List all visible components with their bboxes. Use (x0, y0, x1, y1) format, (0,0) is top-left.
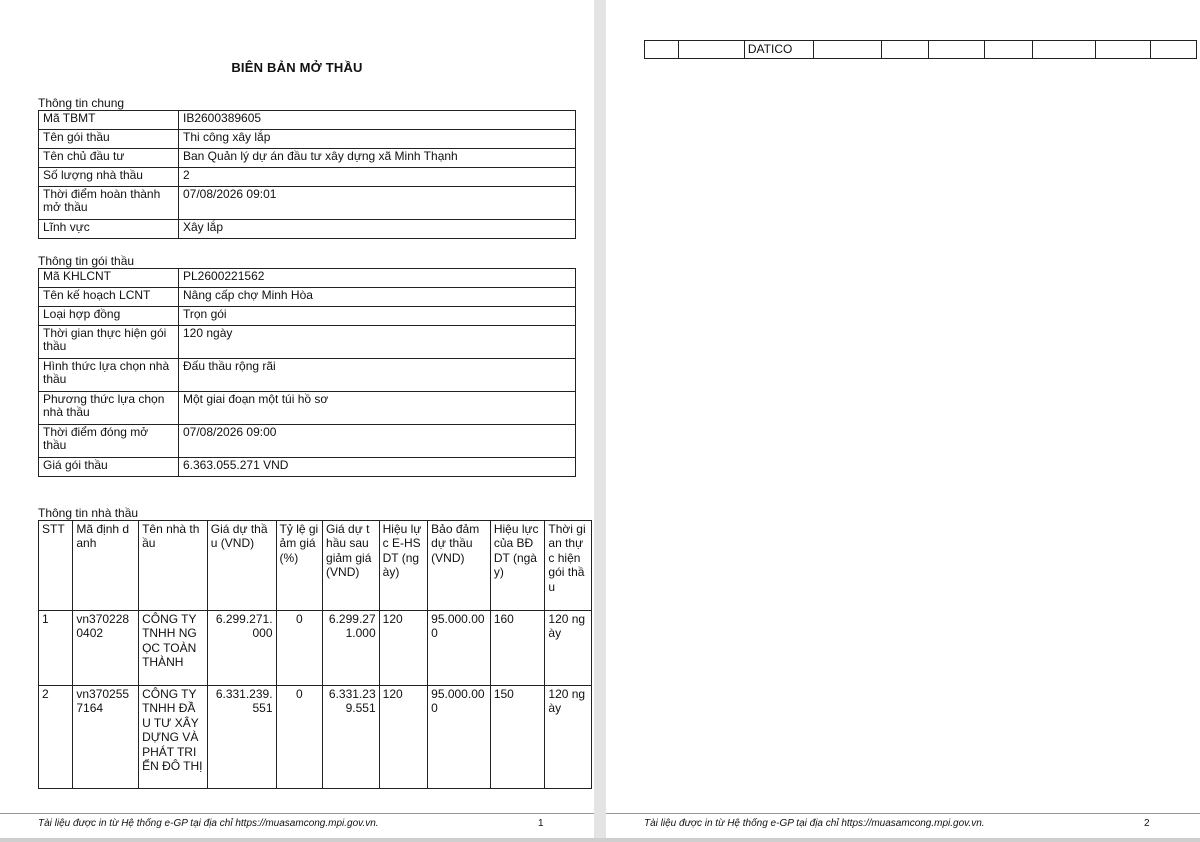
cell-id: vn3702280402 (73, 611, 139, 686)
cell-name: CÔNG TY TNHH NGỌC TOÀN THÀNH (139, 611, 208, 686)
label-cell: Giá gói thầu (39, 458, 179, 477)
table-row (39, 288, 576, 307)
label-cell: Tên kế hoạch LCNT (39, 288, 179, 307)
header-price-after-discount: Giá dự thầu sau giảm giá (VND) (323, 521, 380, 611)
table-row (39, 130, 576, 149)
label-cell: Mã TBMT (39, 111, 179, 130)
cell-stt: 2 (39, 686, 73, 789)
label-cell: Hình thức lựa chọn nhà thầu (39, 359, 179, 392)
cell-id: vn3702557164 (73, 686, 139, 789)
document-title: BIÊN BẢN MỞ THẦU (231, 60, 363, 75)
table-row (39, 111, 576, 130)
label-cell: Phương thức lựa chọn nhà thầu (39, 392, 179, 425)
label-cell: Lĩnh vực (39, 220, 179, 239)
bidders-info-title: Thông tin nhà thầu (38, 506, 139, 520)
footer-text: Tài liệu được in từ Hệ thống e-GP tại địa chỉ https://muasamcong.mpi.gov.vn. (644, 818, 985, 829)
cell-bid-price (813, 41, 882, 59)
page-footer (0, 813, 594, 834)
bidders-table (38, 520, 592, 789)
table-row (39, 458, 576, 477)
cell-validity: 120 (379, 611, 428, 686)
header-guarantee-validity: Hiệu lực của BĐ DT (ngày) (490, 521, 545, 611)
header-discount: Tỷ lệ giảm giá (%) (276, 521, 323, 611)
table-row (39, 187, 576, 220)
header-bid-price: Giá dự thầu (VND) (207, 521, 276, 611)
cell-validity (985, 41, 1033, 59)
table-row (39, 168, 576, 187)
value-cell: Xây lắp (179, 220, 576, 239)
label-cell: Thời điểm hoàn thành mở thầu (39, 187, 179, 220)
table-row (645, 41, 1197, 59)
cell-discount: 0 (276, 686, 323, 789)
table-row (39, 220, 576, 239)
value-cell: 07/08/2026 09:00 (179, 425, 576, 458)
general-info-table (38, 110, 576, 239)
cell-guarantee: 95.000.000 (428, 611, 491, 686)
cell-bid-price: 6.299.271.000 (207, 611, 276, 686)
footer-text: Tài liệu được in từ Hệ thống e-GP tại địa chỉ https://muasamcong.mpi.gov.vn. (38, 818, 379, 829)
label-cell: Mã KHLCNT (39, 269, 179, 288)
cell-discount (882, 41, 928, 59)
header-duration: Thời gian thực hiện gói thầu (545, 521, 592, 611)
page-2 (606, 0, 1200, 842)
table-row (39, 425, 576, 458)
cell-price-after-discount: 6.331.239.551 (323, 686, 380, 789)
label-cell: Số lượng nhà thầu (39, 168, 179, 187)
table-row (39, 269, 576, 288)
page-footer (606, 813, 1200, 834)
value-cell: PL2600221562 (179, 269, 576, 288)
cell-duration: 120 ngày (545, 686, 592, 789)
general-info-title: Thông tin chung (38, 96, 125, 110)
table-header-row (39, 521, 592, 611)
cell-guarantee: 95.000.000 (428, 686, 491, 789)
value-cell: Một giai đoạn một túi hồ sơ (179, 392, 576, 425)
value-cell: 2 (179, 168, 576, 187)
page-1 (0, 0, 594, 842)
label-cell: Thời điểm đóng mở thầu (39, 425, 179, 458)
table-row (39, 326, 576, 359)
cell-price-after-discount: 6.299.271.000 (323, 611, 380, 686)
cell-stt (645, 41, 679, 59)
header-name: Tên nhà thầu (139, 521, 208, 611)
cell-discount: 0 (276, 611, 323, 686)
cell-guarantee-validity: 160 (490, 611, 545, 686)
table-row (39, 392, 576, 425)
label-cell: Loại hợp đồng (39, 307, 179, 326)
header-id: Mã định danh (73, 521, 139, 611)
header-guarantee: Bảo đảm dự thầu (VND) (428, 521, 491, 611)
package-info-title: Thông tin gói thầu (38, 254, 135, 268)
cell-bid-price: 6.331.239.551 (207, 686, 276, 789)
cell-duration: 120 ngày (545, 611, 592, 686)
label-cell: Tên gói thầu (39, 130, 179, 149)
value-cell: 120 ngày (179, 326, 576, 359)
value-cell: Ban Quản lý dự án đầu tư xây dựng xã Minh Thạnh (179, 149, 576, 168)
package-info-table (38, 268, 576, 477)
table-row (39, 149, 576, 168)
page-number: 2 (1144, 818, 1150, 829)
cell-name: CÔNG TY TNHH ĐẦU TƯ XÂY DỰNG VÀ PHÁT TRIỂN ĐÔ THỊ (139, 686, 208, 789)
cell-duration (1150, 41, 1197, 59)
page-number: 1 (538, 818, 544, 829)
header-validity: Hiệu lực E-HSDT (ngày) (379, 521, 428, 611)
cell-guarantee-validity: 150 (490, 686, 545, 789)
value-cell: Đấu thầu rộng rãi (179, 359, 576, 392)
value-cell: IB2600389605 (179, 111, 576, 130)
table-row (39, 686, 592, 789)
cell-stt: 1 (39, 611, 73, 686)
cell-validity: 120 (379, 686, 428, 789)
value-cell: 6.363.055.271 VND (179, 458, 576, 477)
cell-price-after-discount (928, 41, 985, 59)
cell-name: DATICO (744, 41, 813, 59)
header-stt: STT (39, 521, 73, 611)
value-cell: Thi công xây lắp (179, 130, 576, 149)
viewer-bottom-edge (0, 838, 1200, 842)
cell-guarantee-validity (1096, 41, 1150, 59)
cell-id (679, 41, 745, 59)
page-gutter (594, 0, 606, 842)
table-row (39, 307, 576, 326)
value-cell: Nâng cấp chợ Minh Hòa (179, 288, 576, 307)
cell-guarantee (1033, 41, 1096, 59)
bidders-table-continuation (644, 40, 1197, 59)
label-cell: Thời gian thực hiện gói thầu (39, 326, 179, 359)
value-cell: 07/08/2026 09:01 (179, 187, 576, 220)
table-row (39, 359, 576, 392)
table-row (39, 611, 592, 686)
label-cell: Tên chủ đầu tư (39, 149, 179, 168)
value-cell: Trọn gói (179, 307, 576, 326)
